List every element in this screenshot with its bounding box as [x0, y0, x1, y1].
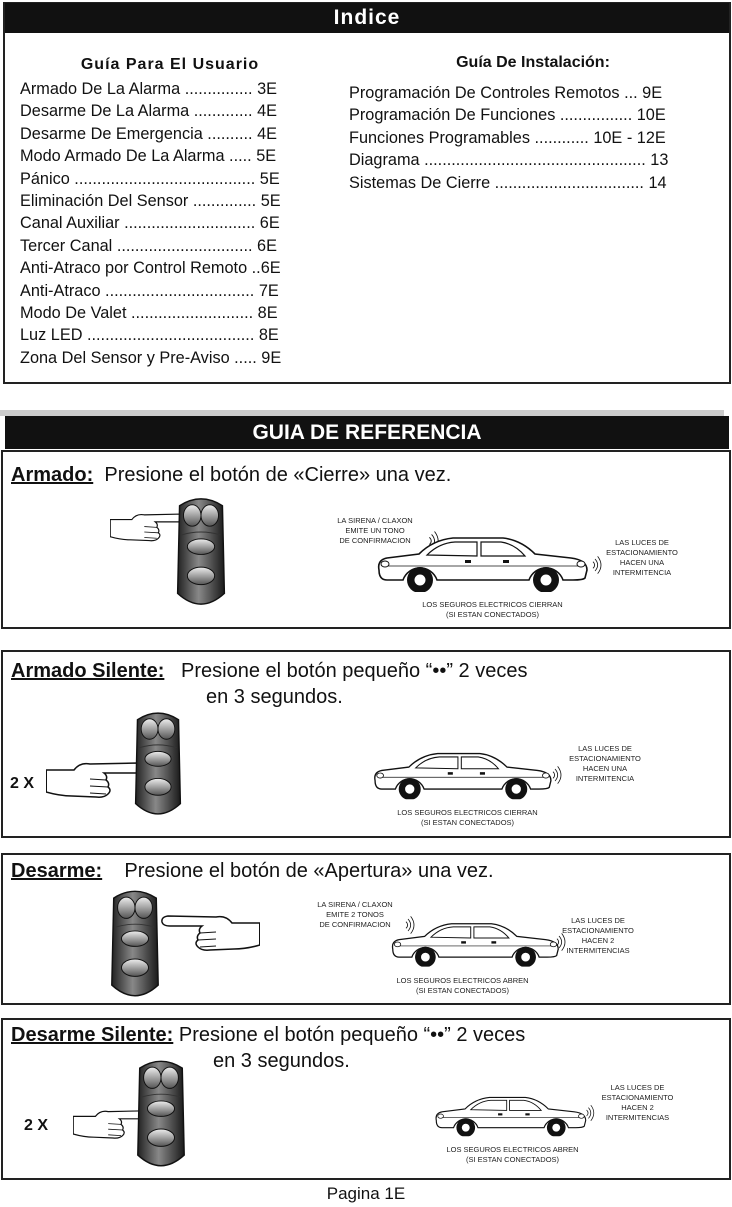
- remote-control-icon[interactable]: [130, 708, 186, 820]
- toc-item[interactable]: Armado De La Alarma ............... 3E: [20, 80, 277, 98]
- lights-caption: LAS LUCES DE ESTACIONAMIENTO HACEN UNA INTERMITENCIA: [606, 538, 678, 577]
- locks-caption: LOS SEGUROS ELECTRICOS CIERRAN (SI ESTAN CONECTADOS): [397, 808, 538, 827]
- car-icon: [370, 745, 556, 801]
- toc-item[interactable]: Modo De Valet ........................... 8E: [20, 304, 278, 323]
- section-desarme-lead: [11, 860, 494, 883]
- remote-control-icon[interactable]: [170, 496, 232, 608]
- locks-caption: LOS SEGUROS ELECTRICOS ABREN (SI ESTAN CONECTADOS): [446, 1145, 579, 1164]
- install-guide-heading: Guía De Instalación:: [456, 54, 610, 71]
- toc-item[interactable]: Sistemas De Cierre ................................. 14: [349, 173, 667, 192]
- toc-item[interactable]: Anti-Atraco por Control Remoto ..6E: [20, 259, 281, 278]
- car-icon: [432, 1090, 590, 1138]
- section-heading: Desarme Silente:: [11, 1024, 174, 1046]
- toc-item[interactable]: Tercer Canal .............................. 6E: [20, 236, 277, 255]
- car-icon: [388, 915, 563, 969]
- user-guide-heading: Guía Para El Usuario: [80, 56, 260, 73]
- pointing-hand-icon: [150, 905, 270, 955]
- section-instruction: Presione el botón pequeño “••” 2 veces: [178, 1024, 526, 1046]
- toc-item[interactable]: Anti-Atraco ................................. 7E: [20, 281, 279, 300]
- section-instruction: Presione el botón de «Apertura» una vez.: [124, 860, 494, 882]
- press-count-label: 2 X: [10, 775, 35, 792]
- toc-item[interactable]: Luz LED ..................................... 8E: [20, 326, 279, 345]
- toc-item[interactable]: Funciones Programables ............ 10E - 12E: [349, 128, 666, 147]
- siren-caption: LA SIRENA / CLAXON EMITE 2 TONOS DE CONFIRMACION: [317, 900, 393, 929]
- section-heading: Armado Silente:: [11, 660, 165, 682]
- user-guide-list: [20, 78, 281, 369]
- reference-title: GUIA DE REFERENCIA: [5, 416, 729, 449]
- toc-item[interactable]: Canal Auxiliar ............................. 6E: [20, 214, 280, 233]
- toc-item[interactable]: Zona Del Sensor y Pre-Aviso ..... 9E: [20, 348, 282, 367]
- toc-item[interactable]: Modo Armado De La Alarma ..... 5E: [20, 147, 277, 166]
- siren-caption: LA SIRENA / CLAXON EMITE UN TONO DE CONFIRMACION: [337, 516, 413, 545]
- lights-caption: LAS LUCES DE ESTACIONAMIENTO HACEN 2 INTERMITENCIAS: [562, 916, 634, 955]
- section-desarme-silente-lead: [11, 1024, 525, 1047]
- lights-caption: LAS LUCES DE ESTACIONAMIENTO HACEN 2 INTERMITENCIAS: [601, 1083, 674, 1122]
- toc-item[interactable]: Programación De Funciones ................ 10E: [349, 106, 666, 125]
- index-title: Indice: [5, 3, 729, 33]
- section-instruction: Presione el botón de «Cierre» una vez.: [104, 464, 452, 486]
- section-instruction-line2: en 3 segundos.: [206, 686, 343, 708]
- section-heading: Desarme:: [11, 860, 103, 882]
- press-count-label: 2 X: [24, 1117, 49, 1134]
- toc-item[interactable]: Eliminación Del Sensor .............. 5E: [20, 192, 281, 211]
- toc-item[interactable]: Pánico ........................................ 5E: [20, 169, 280, 188]
- car-icon: [372, 530, 594, 592]
- section-armado-silente-lead: [11, 660, 527, 683]
- toc-item[interactable]: Diagrama ................................................. 13: [349, 151, 669, 170]
- install-guide-list: [349, 82, 668, 194]
- section-instruction-line2: en 3 segundos.: [213, 1050, 350, 1072]
- lights-caption: LAS LUCES DE ESTACIONAMIENTO HACEN UNA INTERMITENCIA: [569, 744, 641, 783]
- section-instruction: Presione el botón pequeño “••” 2 veces: [181, 660, 528, 682]
- toc-item[interactable]: Desarme De La Alarma ............. 4E: [20, 102, 277, 121]
- locks-caption: LOS SEGUROS ELECTRICOS ABREN (SI ESTAN CONECTADOS): [396, 976, 529, 995]
- section-armado-lead: [11, 464, 451, 487]
- toc-item[interactable]: Desarme De Emergencia .......... 4E: [20, 124, 277, 143]
- section-heading: Armado:: [11, 464, 94, 486]
- page-number: Pagina 1E: [326, 1184, 406, 1203]
- remote-control-icon[interactable]: [132, 1058, 190, 1170]
- locks-caption: LOS SEGUROS ELECTRICOS CIERRAN (SI ESTAN CONECTADOS): [422, 600, 563, 619]
- toc-item[interactable]: Programación De Controles Remotos ... 9E: [349, 84, 663, 102]
